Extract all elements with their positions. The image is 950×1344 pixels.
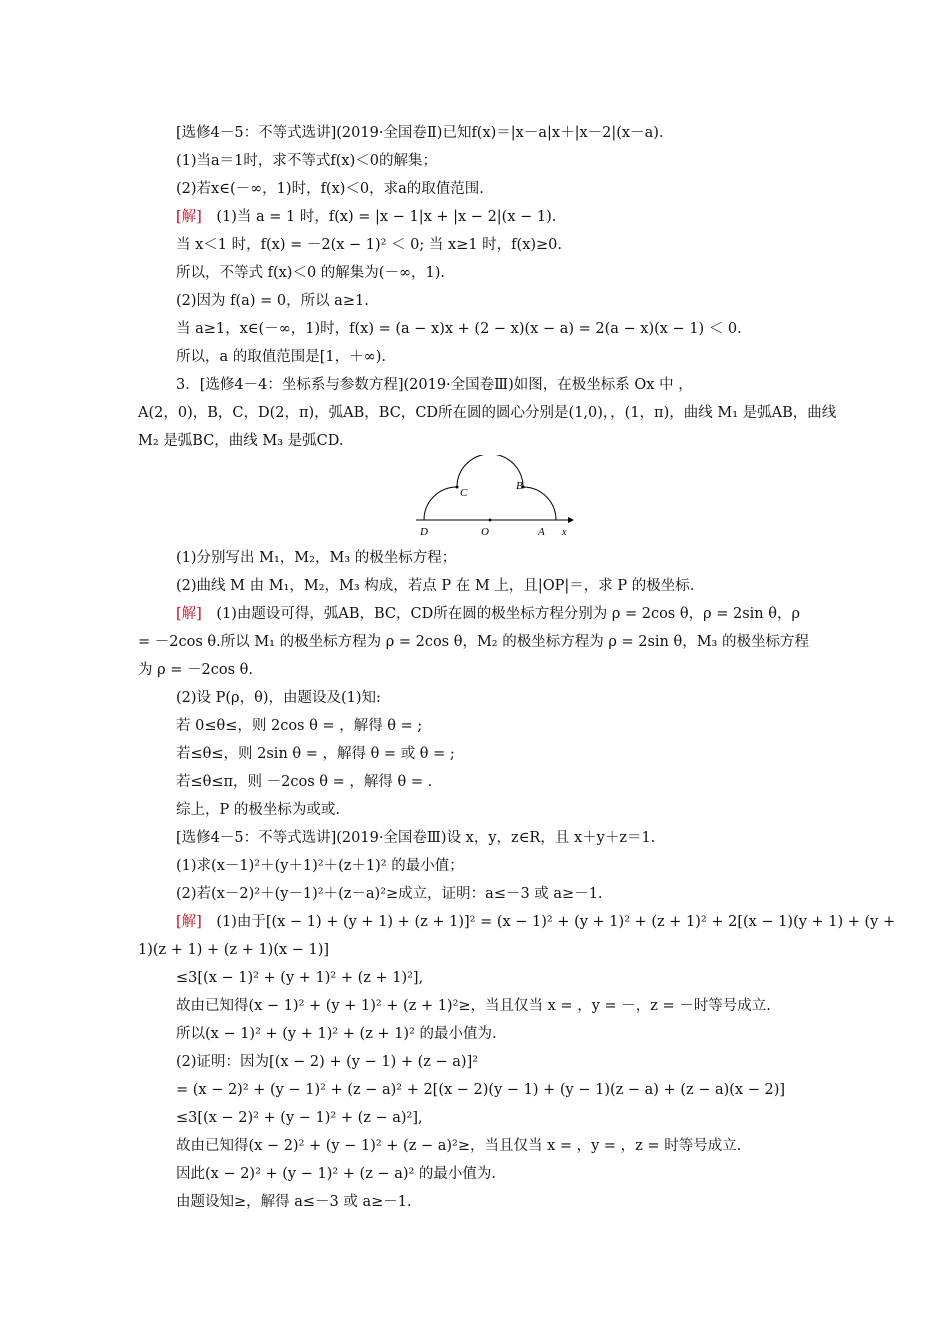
solution-line: (2)因为 f(a) = 0，所以 a≥1.: [176, 293, 369, 309]
solution-line: 若≤θ≤π，则 －2cos θ = ，解得 θ = .: [176, 774, 433, 790]
label-x: x: [562, 527, 567, 538]
solution-line: [176, 207, 556, 227]
solution-line: 故由已知得(x − 1)² + (y + 1)² + (z + 1)²≥，当且仅当 x = ，y = －，z = －时等号成立.: [176, 998, 771, 1014]
problem-2-question-2: (2)若x∈(－∞，1)时，f(x)＜0，求a的取值范围.: [176, 181, 484, 197]
problem-4-question-2: (2)若(x－2)²＋(y－1)²＋(z－a)²≥成立，证明：a≤－3 或 a≥－1.: [176, 886, 603, 902]
arc-cd: [424, 487, 457, 520]
solution-line: 所以，不等式 f(x)＜0 的解集为(－∞，1).: [176, 265, 446, 281]
label-c: C: [460, 487, 468, 499]
problem-4-question-1: (1)求(x－1)²＋(y＋1)²＋(z＋1)² 的最小值；: [176, 858, 464, 874]
arc-ab: [523, 487, 556, 520]
solution-line: (2)证明：因为[(x − 2) + (y − 1) + (z − a)]²: [176, 1054, 479, 1070]
problem-2-question-1: (1)当a＝1时，求不等式f(x)＜0的解集；: [176, 153, 437, 169]
solution-line: 综上，P 的极坐标为或或.: [176, 802, 340, 818]
solution-tag: [解]: [176, 209, 202, 225]
solution-text: (1)由于[(x − 1) + (y + 1) + (z + 1)]² = (x − 1)² + (y + 1)² + (z + 1)² + 2[(x − 1)(y + 1) + (y +: [201, 914, 896, 930]
solution-line: 所以，a 的取值范围是[1，＋∞).: [176, 349, 386, 365]
solution-line: 为 ρ = －2cos θ.: [138, 662, 253, 678]
solution-line: [176, 604, 800, 624]
point-c: [456, 486, 459, 489]
problem-4-title: [选修4－5：不等式选讲](2019·全国卷Ⅲ)设 x，y，z∈R，且 x＋y＋z＝1.: [176, 830, 656, 846]
solution-line: ≤3[(x − 2)² + (y − 1)² + (z − a)²],: [176, 1110, 423, 1126]
problem-3-title: 3．[选修4－4：坐标系与参数方程](2019·全国卷Ⅲ)如图，在极坐标系 Ox 中 ，: [176, 377, 693, 393]
solution-line: 若 0≤θ≤，则 2cos θ = ，解得 θ = ;: [176, 718, 423, 734]
solution-tag: [解]: [176, 914, 202, 930]
label-d: D: [420, 526, 428, 538]
problem-3-title-cont: A(2，0)，B，C，D(2，π)，弧AB，BC，CD所在圆的圆心分别是(1,0)，，(1，π)，曲线 M₁ 是弧AB，曲线: [138, 405, 837, 421]
label-o: O: [481, 526, 489, 538]
origin-point: [489, 519, 492, 522]
polar-curve-figure: [408, 455, 578, 540]
solution-line: = (x − 2)² + (y − 1)² + (z − a)² + 2[(x − 2)(y − 1) + (y − 1)(z − a) + (z − a)(x − 2)]: [176, 1082, 786, 1098]
problem-3-title-cont: M₂ 是弧BC，曲线 M₃ 是弧CD.: [138, 433, 344, 449]
arc-bc: [457, 455, 523, 487]
problem-2-title: [选修4－5：不等式选讲](2019·全国卷Ⅱ)已知f(x)＝|x－a|x＋|x－2|(x－a).: [176, 125, 664, 141]
solution-tag: [解]: [176, 606, 202, 622]
label-b: B: [516, 480, 523, 492]
solution-line: (2)设 P(ρ，θ)，由题设及(1)知:: [176, 690, 381, 706]
solution-line: ≤3[(x − 1)² + (y + 1)² + (z + 1)²],: [176, 970, 424, 986]
solution-line: 因此(x − 2)² + (y − 1)² + (z − a)² 的最小值为.: [176, 1166, 497, 1182]
solution-line: 当 x＜1 时，f(x) = －2(x − 1)² ＜ 0; 当 x≥1 时，f(x)≥0.: [176, 237, 563, 253]
solution-line: = －2cos θ.所以 M₁ 的极坐标方程为 ρ = 2cos θ，M₂ 的极坐标方程为 ρ = 2sin θ，M₃ 的极坐标方程: [138, 634, 809, 650]
solution-text: (1)由题设可得，弧AB，BC，CD所在圆的极坐标方程分别为 ρ = 2cos θ，ρ = 2sin θ，ρ: [201, 606, 800, 622]
solution-line: 当 a≥1，x∈(－∞，1)时，f(x) = (a − x)x + (2 − x)(x − a) = 2(a − x)(x − 1) ＜ 0.: [176, 321, 742, 337]
x-axis-arrow: [568, 517, 574, 523]
solution-text: (1)当 a = 1 时，f(x) = |x − 1|x + |x − 2|(x − 1).: [201, 209, 557, 225]
label-a: A: [538, 526, 545, 538]
problem-3-question-2: (2)曲线 M 由 M₁，M₂，M₃ 构成，若点 P 在 M 上，且|OP|＝，求 P 的极坐标.: [176, 578, 695, 594]
problem-3-question-1: (1)分别写出 M₁，M₂，M₃ 的极坐标方程；: [176, 550, 457, 566]
solution-line: 所以(x − 1)² + (y + 1)² + (z + 1)² 的最小值为.: [176, 1026, 497, 1042]
solution-line: [176, 912, 895, 932]
solution-line: 1)(z + 1) + (z + 1)(x − 1)]: [138, 942, 330, 958]
solution-line: 若≤θ≤，则 2sin θ = ，解得 θ = 或 θ = ;: [176, 746, 455, 762]
solution-line: 由题设知≥，解得 a≤－3 或 a≥－1.: [176, 1194, 412, 1210]
solution-line: 故由已知得(x − 2)² + (y − 1)² + (z − a)²≥，当且仅当 x = ，y = ，z = 时等号成立.: [176, 1138, 742, 1154]
